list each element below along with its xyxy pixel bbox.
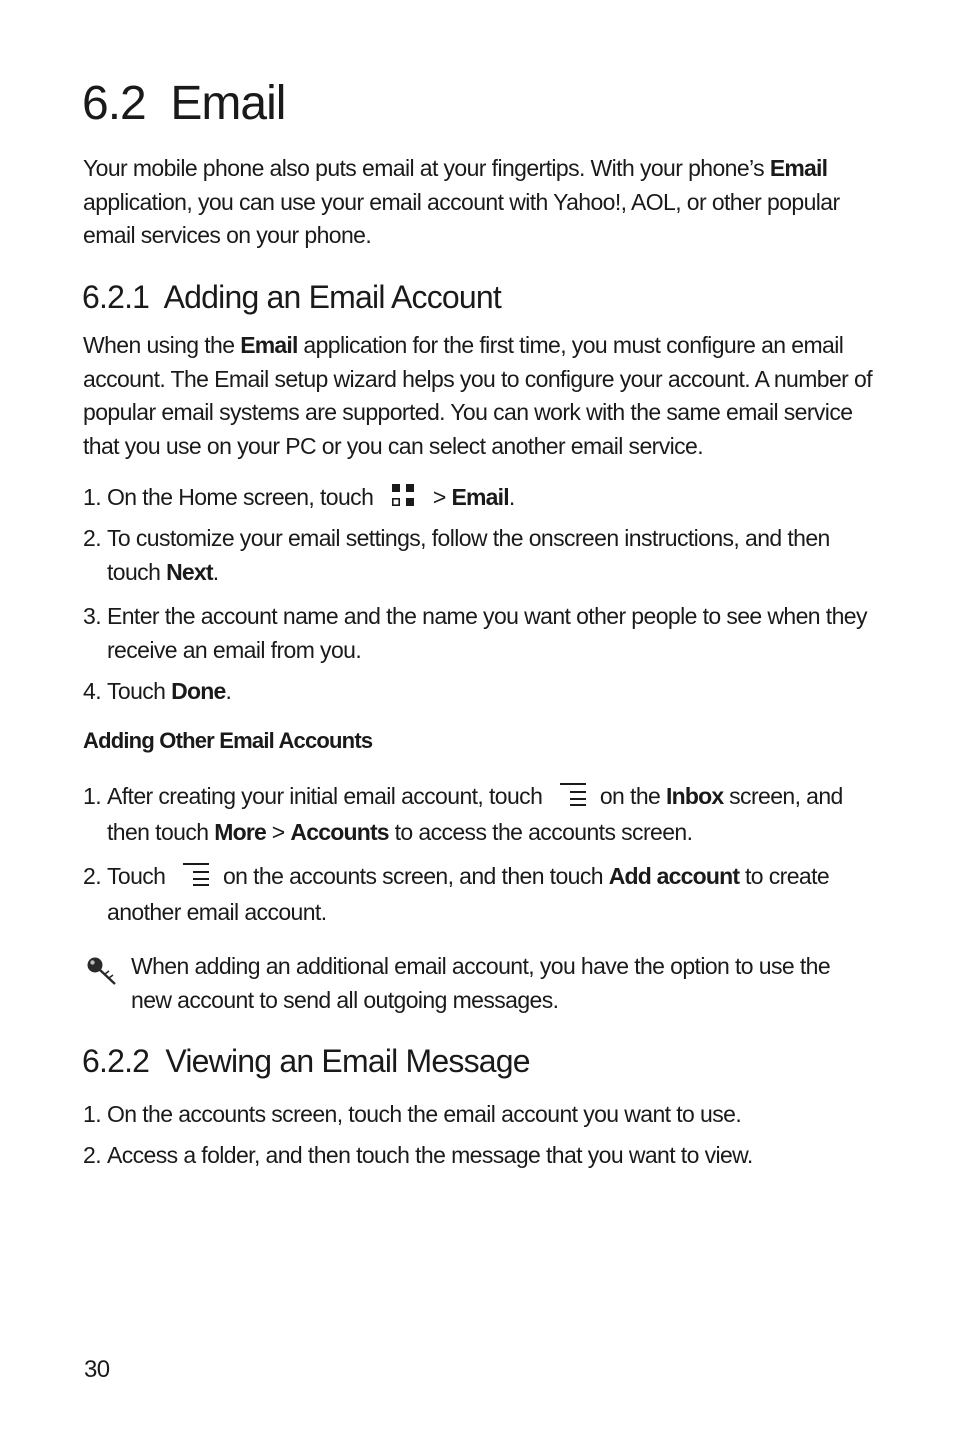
- section-heading-adding-account: 6.2.1 Adding an Email Account: [82, 279, 501, 315]
- note-tip-icon: [84, 954, 120, 993]
- list-item: 1. On the accounts screen, touch the email account you want to use.: [83, 1101, 742, 1127]
- list-item: 1. After creating your initial email account, touch on the Inbox screen, and then touch More > Accounts to access the accounts screen.: [83, 779, 873, 849]
- list-item: 3. Enter the account name and the name you want other people to see when they receive an email from you.: [83, 603, 867, 663]
- menu-icon: [181, 860, 211, 895]
- section1-paragraph: When using the Email application for the first time, you must configure an email account. The Email setup wizard helps you to configure your account. A number of popular email systems are supported. You can work with the same email service that you use on your PC or you can select another email service.: [83, 332, 872, 459]
- page-title: [82, 76, 285, 131]
- menu-icon: [558, 780, 588, 815]
- list-item: 2. To customize your email settings, follow the onscreen instructions, and then touch Next.: [83, 525, 830, 585]
- intro-paragraph: Your mobile phone also puts email at your fingertips. With your phone’s Email application, you can use your email account with Yahoo!, AOL, or other popular email services on your phone.: [83, 155, 840, 248]
- section-heading-viewing-message: 6.2.2 Viewing an Email Message: [82, 1043, 530, 1079]
- list-item: 2. Touch on the accounts screen, and then touch Add account to create another email account.: [83, 859, 873, 929]
- list-item: 4. Touch Done.: [83, 678, 232, 704]
- list-item: 2. Access a folder, and then touch the message that you want to view.: [83, 1142, 753, 1168]
- page-number: 30: [84, 1356, 110, 1383]
- note-text: When adding an additional email account, you have the option to use the new account to send all outgoing messages.: [131, 953, 831, 1013]
- list-item: 1. On the Home screen, touch > Email.: [83, 480, 873, 516]
- subheading-other-accounts: Adding Other Email Accounts: [83, 728, 373, 753]
- heading-number: 6.2: [82, 77, 146, 130]
- app-name-email: Email: [769, 155, 828, 181]
- heading-title: Email: [170, 77, 286, 130]
- apps-grid-icon: [391, 482, 415, 516]
